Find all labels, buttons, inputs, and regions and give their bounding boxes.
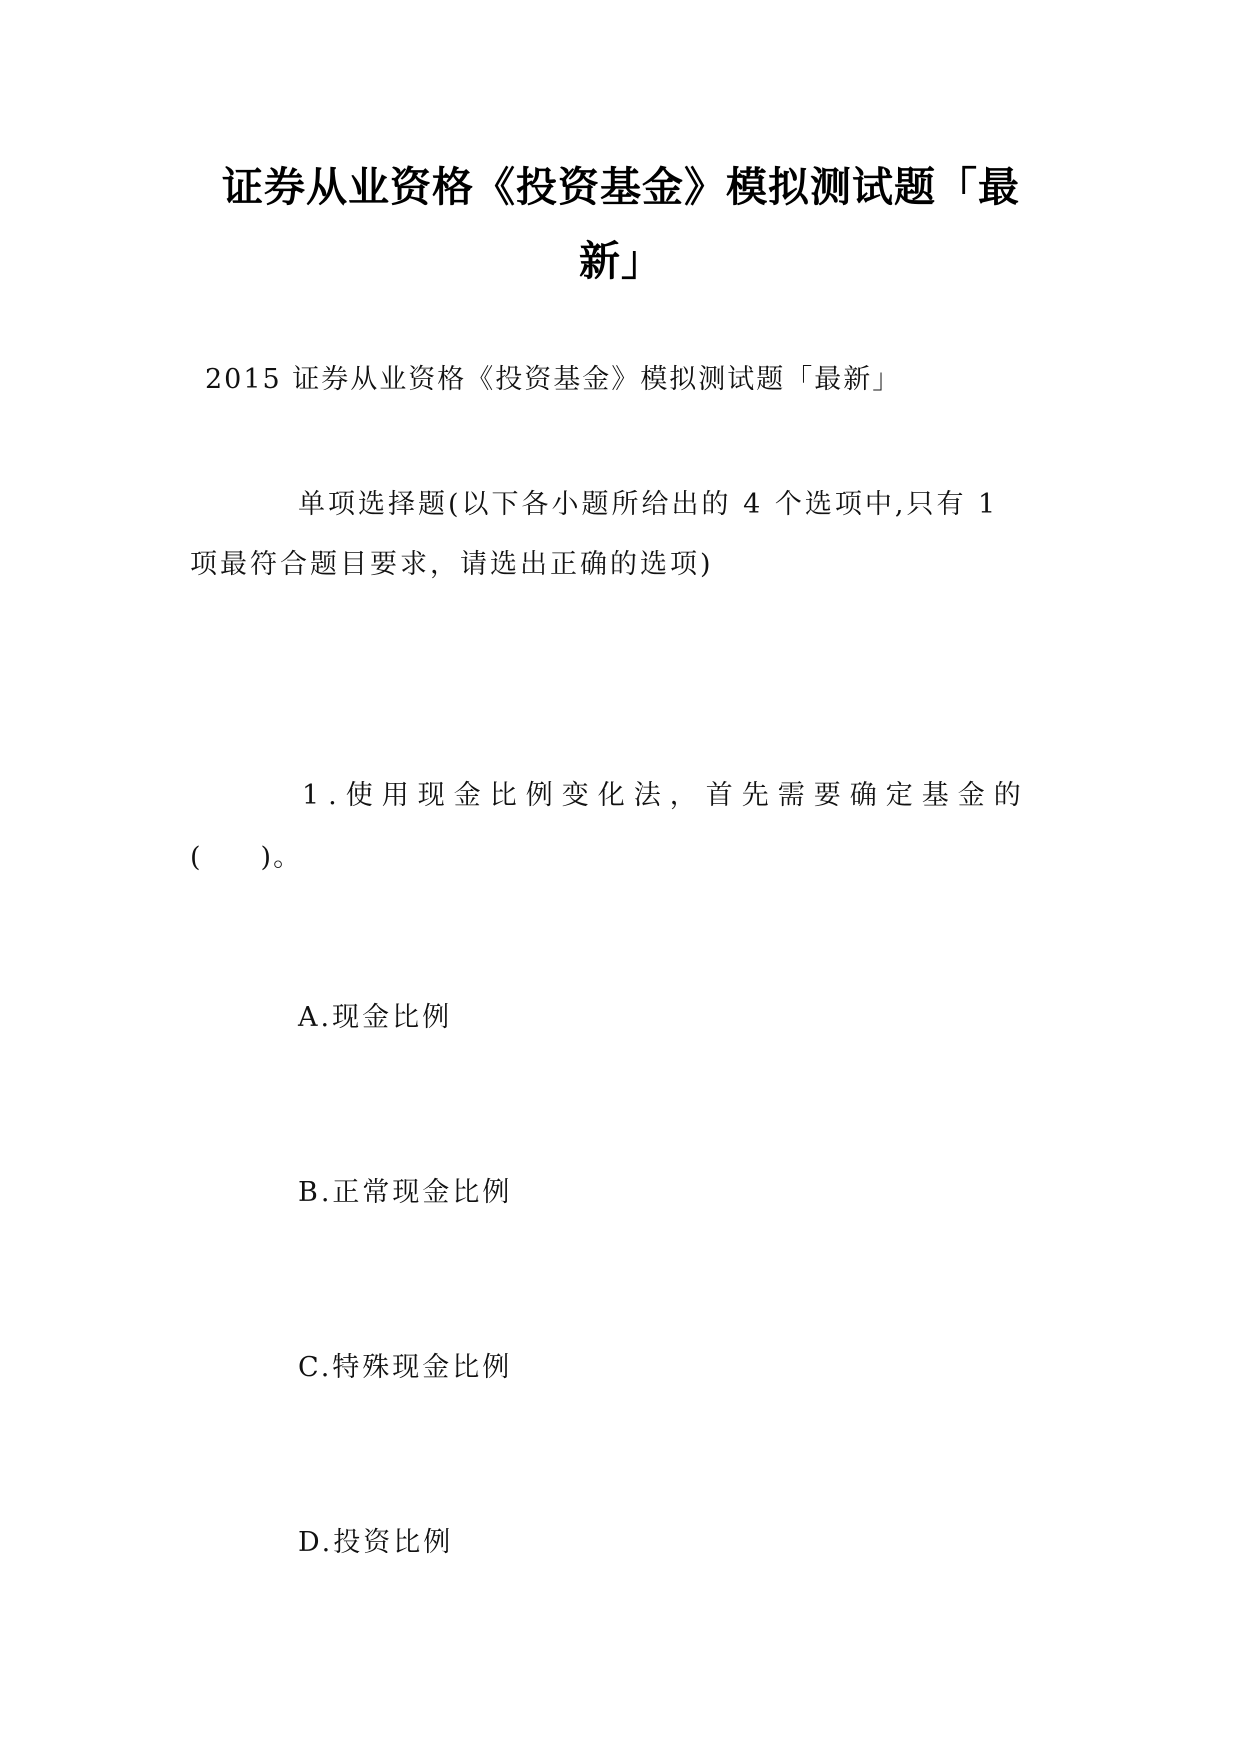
- option-a: A.现金比例: [298, 1002, 453, 1033]
- instructions-line-1: 单项选择题(以下各小题所给出的 4 个选项中,只有 1: [298, 489, 999, 520]
- option-b: B.正常现金比例: [298, 1177, 513, 1208]
- title-line-2: 新」: [579, 237, 663, 285]
- section-instructions: [190, 475, 1052, 595]
- document-subtitle: 2015 证券从业资格《投资基金》模拟测试题「最新」: [205, 364, 902, 395]
- open-paren: (: [190, 842, 203, 873]
- instructions-line-2: 项最符合题目要求，请选出正确的选项): [190, 549, 714, 580]
- option-c: C.特殊现金比例: [298, 1352, 513, 1383]
- document-title: [190, 150, 1052, 298]
- question-1-stem: 1.使用现金比例变化法，首先需要确定基金的: [302, 780, 1030, 811]
- close-paren: )。: [260, 842, 303, 873]
- question-1: [190, 765, 1052, 889]
- option-d: D.投资比例: [298, 1527, 454, 1558]
- question-1-answer-blank: [190, 827, 1052, 889]
- title-line-1: 证券从业资格《投资基金》模拟测试题「最: [222, 163, 1020, 211]
